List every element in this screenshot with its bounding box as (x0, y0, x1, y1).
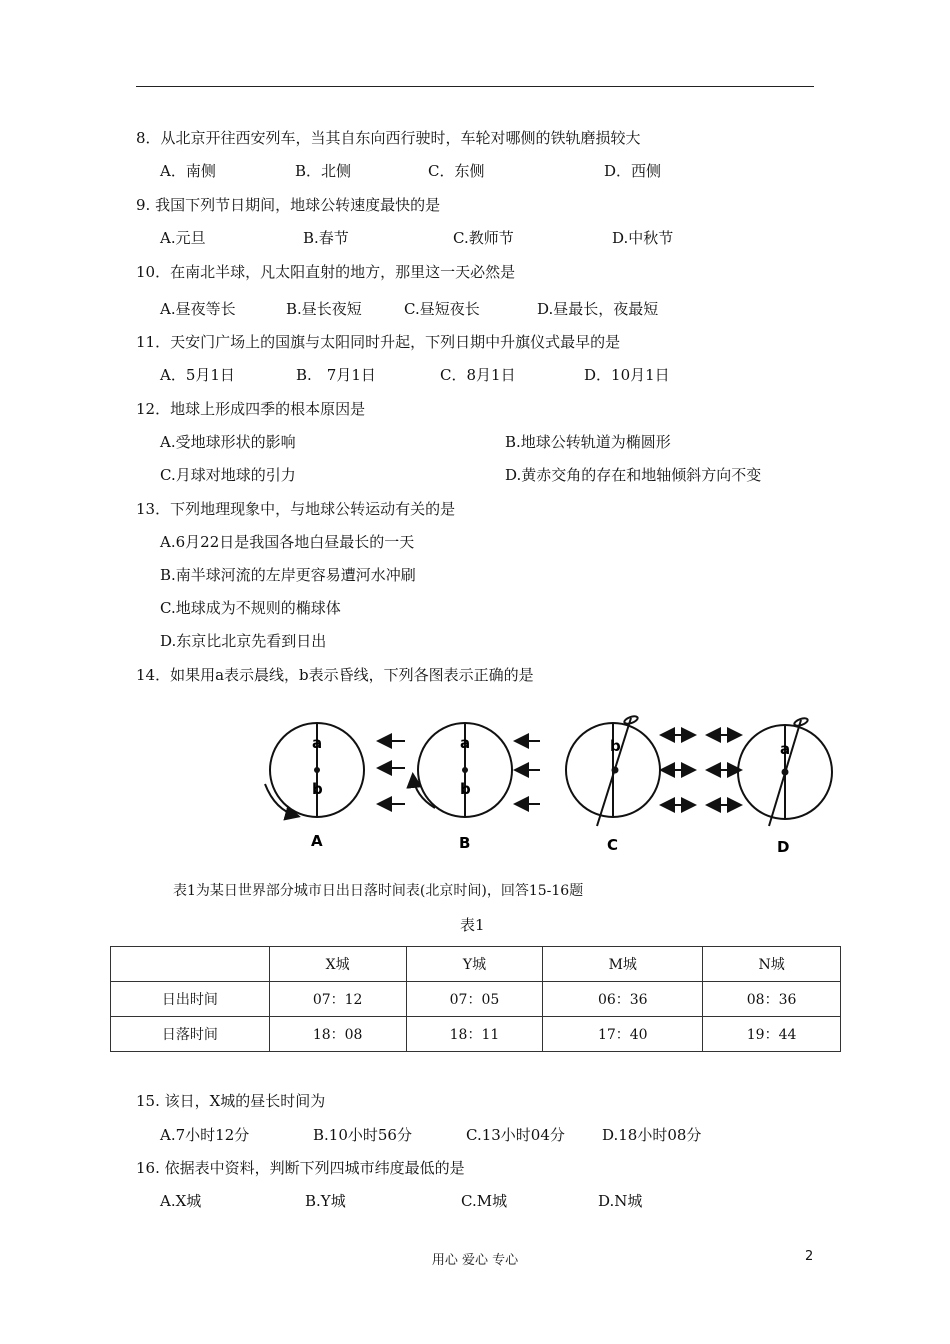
q10-option-a: A.昼夜等长 (160, 300, 236, 318)
question-9-stem: 9. 我国下列节日期间，地球公转速度最快的是 (136, 196, 441, 214)
table-cell: 18：08 (269, 1017, 406, 1052)
q11-option-d: D．10月1日 (584, 366, 670, 384)
page-number: 2 (805, 1249, 814, 1264)
q13-option-b: B.南半球河流的左岸更容易遭河水冲刷 (160, 566, 416, 584)
q13-option-c: C.地球成为不规则的椭球体 (160, 599, 341, 617)
table-cell: 07：12 (269, 982, 406, 1017)
q9-option-d: D.中秋节 (612, 229, 674, 247)
figure-c-sunlight-arrows (663, 735, 739, 805)
table-row-label: 日落时间 (111, 1017, 270, 1052)
figure-d-label-a: a (780, 740, 791, 758)
q16-option-d: D.N城 (598, 1192, 643, 1210)
q10-option-c: C.昼短夜长 (404, 300, 480, 318)
q8-option-a: A．南侧 (160, 162, 216, 180)
figure-a-center (314, 767, 320, 773)
table-header-cell: X城 (269, 947, 406, 982)
q11-option-a: A．5月1日 (160, 366, 235, 384)
q15-option-d: D.18小时08分 (602, 1126, 702, 1144)
figure-b-label-a: a (460, 734, 471, 752)
figure-label-a: A (311, 832, 323, 850)
q9-option-a: A.元旦 (160, 229, 206, 247)
table-intro: 表1为某日世界部分城市日出日落时间表(北京时间)，回答15-16题 (173, 883, 584, 899)
sunrise-sunset-table (110, 946, 841, 1052)
table-caption: 表1 (460, 916, 485, 934)
q15-option-c: C.13小时04分 (466, 1126, 565, 1144)
q12-option-b: B.地球公转轨道为椭圆形 (505, 433, 671, 451)
question-8-stem: 8．从北京开往西安列车，当其自东向西行驶时，车轮对哪侧的铁轨磨损较大 (136, 129, 641, 147)
table-row (111, 982, 841, 1017)
figure-a-sunlight-arrows (380, 741, 405, 804)
table-cell: 19：44 (703, 1017, 841, 1052)
q9-option-b: B.春节 (303, 229, 349, 247)
q15-option-a: A.7小时12分 (160, 1126, 250, 1144)
q8-option-d: D．西侧 (604, 162, 662, 180)
table-cell: 18：11 (406, 1017, 543, 1052)
q11-option-c: C．8月1日 (440, 366, 516, 384)
table-cell: 17：40 (543, 1017, 703, 1052)
figure-label-c: C (607, 836, 619, 854)
q12-option-a: A.受地球形状的影响 (160, 433, 296, 451)
table-header-cell (111, 947, 270, 982)
q13-option-d: D.东京比北京先看到日出 (160, 632, 327, 650)
footer-text: 用心 爱心 专心 (431, 1253, 519, 1268)
q8-option-c: C．东侧 (428, 162, 485, 180)
table-row-label: 日出时间 (111, 982, 270, 1017)
figure-b-center (462, 767, 468, 773)
table-header-row (111, 947, 841, 982)
table-header-cell: N城 (703, 947, 841, 982)
q16-option-b: B.Y城 (305, 1192, 346, 1210)
figure-label-b: B (459, 834, 471, 852)
q15-option-b: B.10小时56分 (313, 1126, 412, 1144)
figure-b-sunlight-arrows (517, 741, 540, 804)
q12-option-c: C.月球对地球的引力 (160, 466, 296, 484)
q13-option-a: A.6月22日是我国各地白昼最长的一天 (160, 533, 415, 551)
question-13-stem: 13．下列地理现象中，与地球公转运动有关的是 (136, 500, 456, 518)
q12-option-d: D.黄赤交角的存在和地轴倾斜方向不变 (505, 466, 762, 484)
question-11-stem: 11．天安门广场上的国旗与太阳同时升起，下列日期中升旗仪式最早的是 (136, 333, 621, 351)
q10-option-d: D.昼最长，夜最短 (537, 300, 659, 318)
question-16-stem: 16. 依据表中资料，判断下列四城市纬度最低的是 (136, 1159, 465, 1177)
q16-option-a: A.X城 (160, 1192, 202, 1210)
figure-a-label-a: a (312, 734, 323, 752)
table-cell: 07：05 (406, 982, 543, 1017)
table-row (111, 1017, 841, 1052)
table-header-cell: M城 (543, 947, 703, 982)
question-12-stem: 12．地球上形成四季的根本原因是 (136, 400, 366, 418)
figure-label-d: D (777, 838, 790, 856)
question-10-stem: 10．在南北半球，凡太阳直射的地方，那里这一天必然是 (136, 263, 516, 281)
question-14-stem: 14．如果用a表示晨线，b表示昏线，下列各图表示正确的是 (136, 666, 534, 684)
q10-option-b: B.昼长夜短 (286, 300, 362, 318)
figure-c-center (612, 767, 619, 774)
table-cell: 06：36 (543, 982, 703, 1017)
table-cell: 08：36 (703, 982, 841, 1017)
day-night-diagram (255, 708, 845, 858)
q16-option-c: C.M城 (461, 1192, 508, 1210)
figure-a-label-b: b (312, 780, 323, 798)
figure-d-center (782, 769, 789, 776)
header-rule (136, 86, 814, 87)
q9-option-c: C.教师节 (453, 229, 514, 247)
table-header-cell: Y城 (406, 947, 543, 982)
question-15-stem: 15. 该日，X城的昼长时间为 (136, 1092, 326, 1110)
q8-option-b: B．北侧 (295, 162, 352, 180)
q11-option-b: B. 7月1日 (296, 366, 376, 384)
figure-b-label-b: b (460, 780, 471, 798)
figure-c-label-b: b (610, 737, 621, 755)
